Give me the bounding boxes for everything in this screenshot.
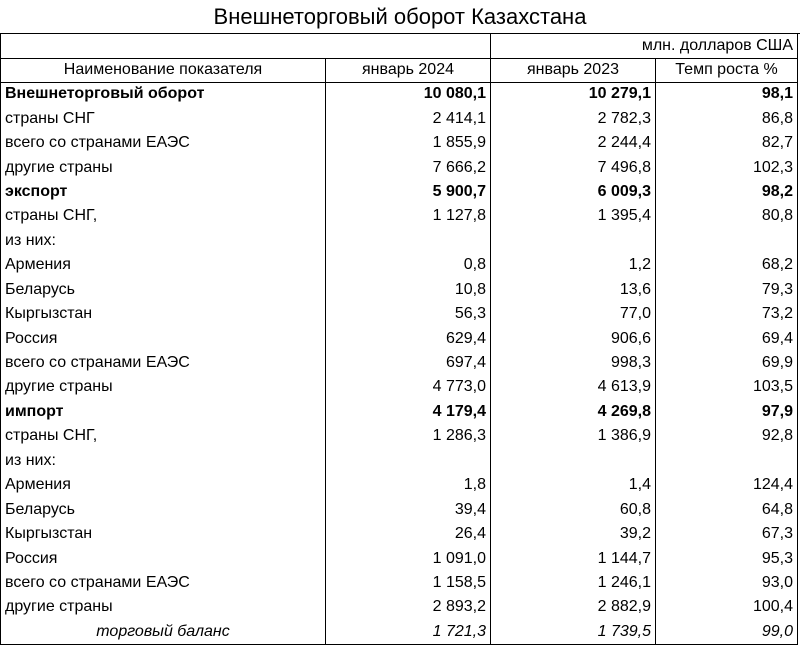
value-jan-2023: 10 279,1: [491, 82, 656, 106]
value-jan-2024: 56,3: [326, 302, 491, 326]
table-row: [1, 180, 798, 204]
table-title: Внешнеторговый оборот Казахстана: [0, 0, 800, 34]
row-label: всего со странами ЕАЭС: [1, 131, 326, 155]
unit-label: млн. долларов США: [491, 34, 798, 58]
value-jan-2024: 4 773,0: [326, 375, 491, 399]
table-row: [1, 595, 798, 619]
value-jan-2024: 1 158,5: [326, 571, 491, 595]
table-row: [1, 229, 798, 253]
table-row: [1, 82, 798, 106]
value-jan-2023: 1 739,5: [491, 620, 656, 644]
row-label: другие страны: [1, 595, 326, 619]
header-jan-2023: январь 2023: [491, 58, 656, 82]
value-growth: 68,2: [656, 253, 798, 277]
value-jan-2023: 1,2: [491, 253, 656, 277]
value-growth: 100,4: [656, 595, 798, 619]
row-label: Россия: [1, 326, 326, 350]
value-jan-2023: 1 246,1: [491, 571, 656, 595]
value-jan-2024: 1 091,0: [326, 546, 491, 570]
row-label: страны СНГ,: [1, 204, 326, 228]
value-jan-2024: 10,8: [326, 278, 491, 302]
row-label: Кыргызстан: [1, 302, 326, 326]
header-indicator: Наименование показателя: [1, 58, 326, 82]
value-growth: 79,3: [656, 278, 798, 302]
value-growth: 124,4: [656, 473, 798, 497]
value-jan-2023: 60,8: [491, 497, 656, 521]
value-growth: 69,4: [656, 326, 798, 350]
value-jan-2023: 4 613,9: [491, 375, 656, 399]
value-jan-2024: 1,8: [326, 473, 491, 497]
table-row: [1, 302, 798, 326]
row-label: всего со странами ЕАЭС: [1, 571, 326, 595]
table-row: [1, 375, 798, 399]
row-label: Внешнеторговый оборот: [1, 82, 326, 106]
value-jan-2024: 629,4: [326, 326, 491, 350]
value-growth: 103,5: [656, 375, 798, 399]
row-label: импорт: [1, 400, 326, 424]
row-label: Беларусь: [1, 278, 326, 302]
table-row: [1, 473, 798, 497]
value-jan-2023: 7 496,8: [491, 155, 656, 179]
table-row: [1, 106, 798, 130]
value-jan-2023: 2 244,4: [491, 131, 656, 155]
row-label: Армения: [1, 473, 326, 497]
value-growth: 102,3: [656, 155, 798, 179]
row-label: Россия: [1, 546, 326, 570]
table-row: [1, 155, 798, 179]
table-row: [1, 546, 798, 570]
value-jan-2024: 1 127,8: [326, 204, 491, 228]
empty-cell: [1, 34, 326, 58]
value-jan-2023: 2 882,9: [491, 595, 656, 619]
empty-cell: [326, 34, 491, 58]
value-growth: [656, 229, 798, 253]
table-row: [1, 571, 798, 595]
value-jan-2024: 26,4: [326, 522, 491, 546]
value-growth: 92,8: [656, 424, 798, 448]
value-jan-2024: 1 721,3: [326, 620, 491, 644]
value-jan-2023: 2 782,3: [491, 106, 656, 130]
value-jan-2023: 1 144,7: [491, 546, 656, 570]
value-jan-2023: 998,3: [491, 351, 656, 375]
table-row: [1, 351, 798, 375]
table-row: [1, 400, 798, 424]
value-jan-2024: 1 855,9: [326, 131, 491, 155]
value-growth: [656, 449, 798, 473]
value-jan-2023: 13,6: [491, 278, 656, 302]
value-jan-2023: 1 395,4: [491, 204, 656, 228]
value-growth: 97,9: [656, 400, 798, 424]
value-jan-2024: 2 414,1: [326, 106, 491, 130]
value-jan-2024: 697,4: [326, 351, 491, 375]
value-growth: 93,0: [656, 571, 798, 595]
value-jan-2024: 4 179,4: [326, 400, 491, 424]
value-jan-2023: [491, 229, 656, 253]
row-label: другие страны: [1, 375, 326, 399]
value-growth: 99,0: [656, 620, 798, 644]
header-growth: Темп роста %: [656, 58, 798, 82]
value-jan-2023: 77,0: [491, 302, 656, 326]
row-label: всего со странами ЕАЭС: [1, 351, 326, 375]
table-row: [1, 326, 798, 350]
value-jan-2023: 39,2: [491, 522, 656, 546]
value-growth: 64,8: [656, 497, 798, 521]
row-label: торговый баланс: [1, 620, 326, 644]
row-label: экспорт: [1, 180, 326, 204]
value-growth: 98,1: [656, 82, 798, 106]
header-jan-2024: январь 2024: [326, 58, 491, 82]
table-row: [1, 449, 798, 473]
value-jan-2024: 39,4: [326, 497, 491, 521]
value-growth: 67,3: [656, 522, 798, 546]
value-jan-2023: 1,4: [491, 473, 656, 497]
row-label: Армения: [1, 253, 326, 277]
value-growth: 82,7: [656, 131, 798, 155]
header-row: [1, 58, 798, 82]
value-jan-2024: 10 080,1: [326, 82, 491, 106]
row-label: страны СНГ,: [1, 424, 326, 448]
value-jan-2023: [491, 449, 656, 473]
value-jan-2023: 4 269,8: [491, 400, 656, 424]
value-jan-2023: 1 386,9: [491, 424, 656, 448]
table-row: [1, 131, 798, 155]
value-jan-2024: [326, 229, 491, 253]
table-row: [1, 204, 798, 228]
row-label: страны СНГ: [1, 106, 326, 130]
table-row: [1, 522, 798, 546]
value-growth: 95,3: [656, 546, 798, 570]
row-label: из них:: [1, 449, 326, 473]
trade-table: [0, 34, 798, 645]
table-row: [1, 253, 798, 277]
value-jan-2023: 6 009,3: [491, 180, 656, 204]
value-jan-2024: 0,8: [326, 253, 491, 277]
value-jan-2024: 5 900,7: [326, 180, 491, 204]
value-growth: 86,8: [656, 106, 798, 130]
value-jan-2024: [326, 449, 491, 473]
table-row: [1, 497, 798, 521]
row-label: Беларусь: [1, 497, 326, 521]
value-growth: 98,2: [656, 180, 798, 204]
row-label: другие страны: [1, 155, 326, 179]
unit-row: [1, 34, 798, 58]
value-jan-2024: 7 666,2: [326, 155, 491, 179]
value-jan-2024: 1 286,3: [326, 424, 491, 448]
table-row: [1, 620, 798, 644]
value-growth: 73,2: [656, 302, 798, 326]
row-label: Кыргызстан: [1, 522, 326, 546]
table-row: [1, 424, 798, 448]
value-jan-2023: 906,6: [491, 326, 656, 350]
table-row: [1, 278, 798, 302]
row-label: из них:: [1, 229, 326, 253]
value-jan-2024: 2 893,2: [326, 595, 491, 619]
value-growth: 80,8: [656, 204, 798, 228]
value-growth: 69,9: [656, 351, 798, 375]
